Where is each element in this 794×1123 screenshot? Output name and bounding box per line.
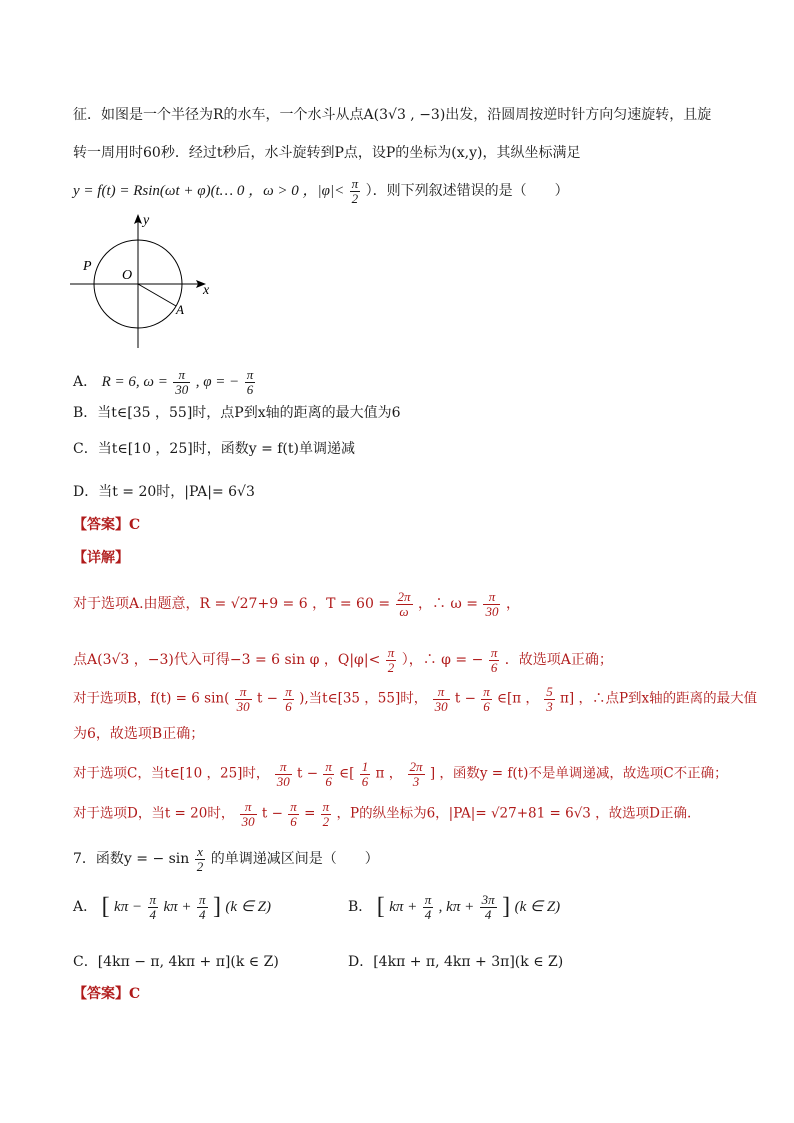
option-d: D．当t = 20时，|PA|= 6√3 xyxy=(73,484,255,500)
solution-line-1: 对于选项A.由题意，R = √27+9 = 6 ，T = 60 = $\frac{2\pi}{\omega}$ ，∴ ω = $\frac{\pi}{30}$ ， xyxy=(73,589,520,619)
fraction: $\frac{\pi}{30}$ xyxy=(485,589,499,619)
fraction: $\frac{1}{6}$ xyxy=(361,759,369,789)
fraction: $\frac{\pi}{6}$ xyxy=(285,684,292,714)
fraction: $\frac{\pi}{2}$ xyxy=(387,645,395,675)
solution-line-6: 对于选项D，当t = 20时， $\frac{\pi}{30}$ t − $\frac{\pi}{6}$ = $\frac{\pi}{2}$ ，P的纵坐标为6，|PA|= √27+81 = 6√3 ，故选项D正确. xyxy=(73,799,692,829)
fraction: $\frac{\pi}{4}$ xyxy=(199,892,206,922)
q7-option-d: D．[4kπ + π, 4kπ + 3π](k ∈ Z) xyxy=(348,954,564,970)
label-x: x xyxy=(203,283,210,298)
fraction: $\frac{\pi}{4}$ xyxy=(424,892,432,922)
fraction: $\frac{\pi}{30}$ xyxy=(236,684,250,714)
problem-question: ）．则下列叙述错误的是（ ） xyxy=(365,183,569,200)
q7-option-b: B． [ kπ + $\frac{\pi}{4}$ , kπ + $\frac{3\pi}{4}$ ] (k ∈ Z) xyxy=(348,892,561,922)
detail-label: 【详解】 xyxy=(73,550,129,566)
fraction: $\frac{\pi}{6}$ xyxy=(483,684,490,714)
problem-line-3 xyxy=(73,177,569,205)
fraction: $\frac{\pi}{30}$ xyxy=(434,684,448,714)
fraction: $\frac{\pi}{6}$ xyxy=(290,799,297,829)
solution-line-5: 对于选项C，当t∈[10 ，25]时， $\frac{\pi}{30}$ t − $\frac{\pi}{6}$ ∈[ $\frac{1}{6}$ π ， $\frac{2\pi}{3}$ ] ，函数y = f(t)不是单调递减，故选项C不正确； xyxy=(73,759,728,789)
fraction: $\frac{\pi}{2}$ xyxy=(351,176,359,206)
solution-line-3: 对于选项B，f(t) = 6 sin( $\frac{\pi}{30}$ t − $\frac{\pi}{6}$ ),当t∈[35 ，55]时， $\frac{\pi}{30}$ t − $\frac{\pi}{6}$ ∈[π ， $\frac{5}{3}$ π] ，∴点P到x轴的距离的最大值 xyxy=(73,684,758,714)
q7-answer-label: 【答案】C xyxy=(73,986,141,1002)
label-a: A xyxy=(176,302,184,317)
radius-oa xyxy=(138,284,176,306)
q7-option-c: C．[4kπ − π, 4kπ + π](k ∈ Z) xyxy=(73,954,279,970)
option-c: C．当t∈[10 ，25]时，函数y = f(t)单调递减 xyxy=(73,441,355,457)
fraction: $\frac{3\pi}{4}$ xyxy=(481,892,495,922)
solution-line-4: 为6，故选项B正确； xyxy=(73,726,205,742)
fraction: $\frac{\pi}{2}$ xyxy=(322,799,330,829)
fraction: $\frac{\pi}{30}$ xyxy=(276,759,290,789)
q7-stem: 7．函数y = − sin $\frac{x}{2}$ 的单调递减区间是（ ） xyxy=(73,844,379,874)
problem-line-2: 转一周用时60秒．经过t秒后，水斗旋转到P点，设P的坐标为(x,y)，其纵坐标满足 xyxy=(73,145,581,161)
fraction: $\frac{\pi}{4}$ xyxy=(149,892,157,922)
label-p: P xyxy=(83,259,92,274)
answer-label: 【答案】C xyxy=(73,517,141,533)
fraction: $\frac{\pi}{6}$ xyxy=(246,367,254,397)
solution-line-2: 点A(3√3 ，−3)代入可得−3 = 6 sin φ ，Q|φ|< $\frac{\pi}{2}$ ），∴ φ = − $\frac{\pi}{6}$ ．故选项A正确； xyxy=(73,645,613,675)
fraction: $\frac{x}{2}$ xyxy=(196,844,204,874)
fraction: $\frac{\pi}{6}$ xyxy=(490,645,498,675)
option-a: A． R = 6, ω = $\frac{\pi}{30}$ , φ = − $\frac{\pi}{6}$ xyxy=(73,367,254,397)
problem-formula: y = f(t) = Rsin(ωt + φ)(t… 0 ，ω > 0 ，|φ|< xyxy=(73,183,345,200)
option-b: B．当t∈[35 ，55]时，点P到x轴的距离的最大值为6 xyxy=(73,405,401,421)
waterwheel-figure xyxy=(65,210,225,350)
problem-line-1: 征．如图是一个半径为R的水车，一个水斗从点A(3√3 , −3)出发，沿圆周按逆时针方向匀速旋转，且旋 xyxy=(73,107,712,123)
fraction: $\frac{5}{3}$ xyxy=(546,684,553,714)
fraction: $\frac{2\pi}{\omega}$ xyxy=(397,589,411,619)
label-o: O xyxy=(122,268,133,283)
fraction: $\frac{\pi}{30}$ xyxy=(175,367,189,397)
fraction: $\frac{2\pi}{3}$ xyxy=(409,759,423,789)
fraction: $\frac{\pi}{6}$ xyxy=(325,759,332,789)
label-y: y xyxy=(143,213,150,228)
q7-option-a: A． [ kπ − $\frac{\pi}{4}$ kπ + $\frac{\pi}{4}$ ] (k ∈ Z) xyxy=(73,892,271,922)
fraction: $\frac{\pi}{30}$ xyxy=(241,799,255,829)
